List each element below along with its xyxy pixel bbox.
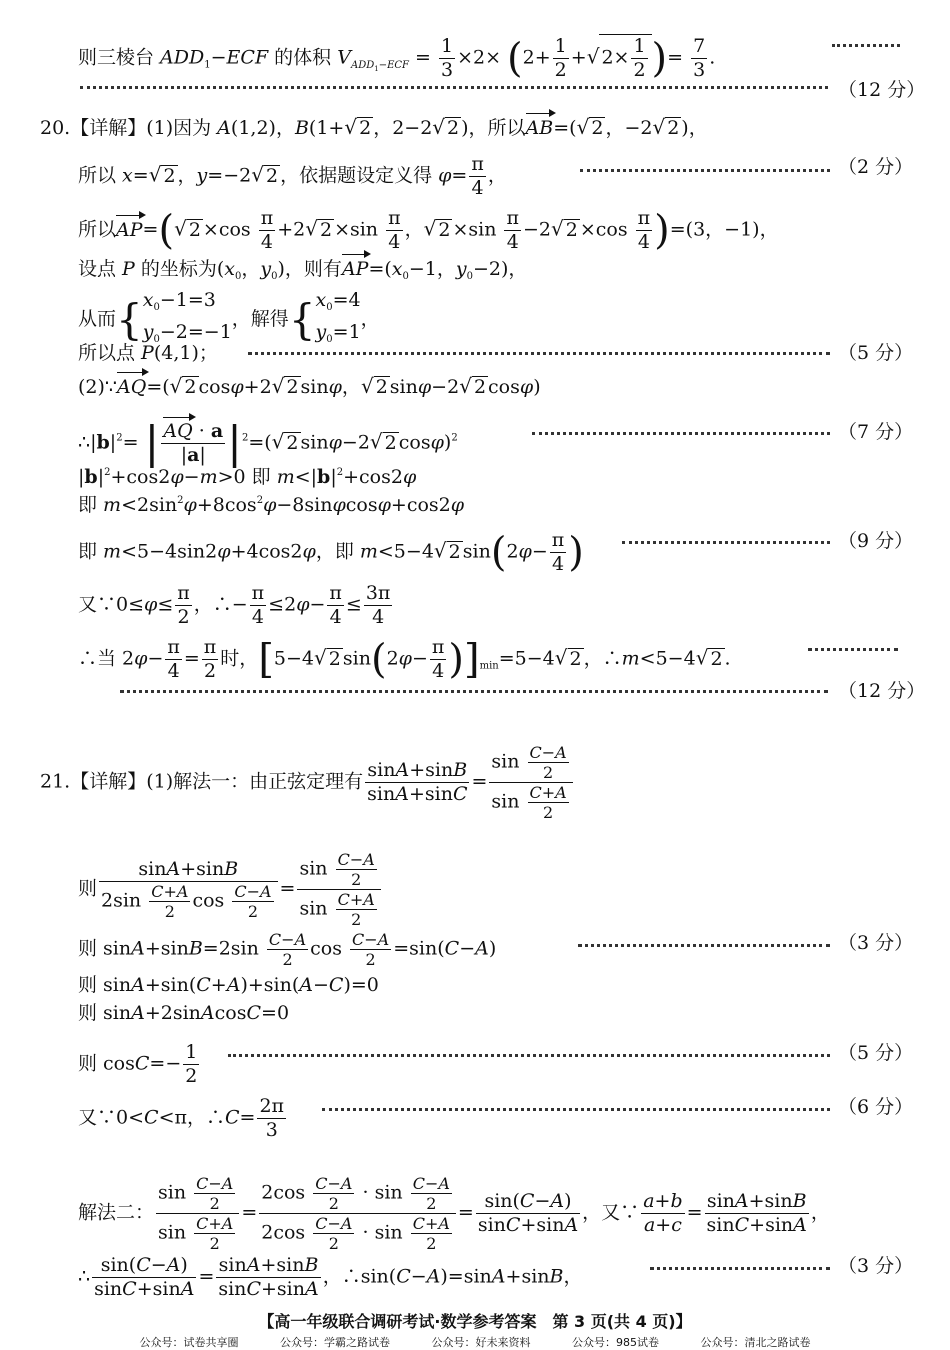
footer-source: 公众号：好未来资料 — [431, 1336, 531, 1349]
q21-line-2: 则 sinA+sinB 2sin $\frac{C+A}{2}$ cos $\frac{C-A}{2}$ = sin $\frac{C-A}{2}$ sin $\frac{C+A}{2}$ — [78, 850, 383, 929]
leader-dots — [322, 1108, 830, 1111]
q20-line-5: 从而{$x_0-1=3$ $y_0-2=-1$，解得{$x_0=4$ $y_0=1$， — [78, 289, 380, 345]
q21-heading: 21.【详解】(1)解法一：由正弦定理有 $\frac{\sin A+\sin B}{\sin A+\sin C}$ = sin $\frac{C-A}{2}$ sin $\frac{C+A}{2}$ — [40, 743, 575, 822]
q21-line-4: 则 sinA+sin(C+A)+sin(A−C)=0 — [78, 974, 379, 996]
q20-line-4: 设点 P 的坐标为($x_0$，$y_0$)，则有$AP=(x_0-1$，$y_0-2$)， — [78, 258, 528, 282]
q20-heading: 20.【详解】(1)因为 A(1,2)，B(1+√ 2 ，2−2√ 2 )，所以AB=(√ 2 ，−2√ 2 )， — [40, 115, 708, 139]
leader-dots — [80, 86, 828, 89]
q20-line-2: 所以 x=√ 2 ，y=−2√ 2 ，依据题设定义得 φ= $\frac{\pi}{4}$ ， — [78, 153, 507, 199]
q20-line-11: 即 m<5−4sin2φ+4cos2φ，即 m<5−4√ 2 sin(2φ− $\frac{\pi}{4}$ ) — [78, 529, 584, 576]
score-points: （2 分） — [838, 156, 914, 178]
leader-dots — [578, 944, 830, 947]
q20-line-12: 又∵0≤φ≤ $\frac{\pi}{2}$ ，∴− $\frac{\pi}{4}$ ≤2φ− $\frac{\pi}{4}$ ≤ $\frac{3\pi}{4}$ — [78, 582, 391, 628]
q20-line-6: 所以点 P(4,1)； — [78, 342, 218, 364]
q20-line-3: 所以AP=(√ 2 ×cos $\frac{\pi}{4}$ +2√ 2 ×sin $\frac{\pi}{4}$ ，√ 2 ×sin $\frac{\pi}{4}$ −2√ 2 ×cos $\frac{\pi}{4}$ )=(3，−1)， — [78, 207, 779, 254]
page-footer-sources — [0, 1334, 950, 1350]
leader-dots — [832, 44, 900, 47]
score-points: （9 分） — [838, 530, 914, 552]
leader-dots — [532, 432, 830, 435]
score-points: （6 分） — [838, 1096, 914, 1118]
leader-dots — [808, 648, 898, 651]
q21-line-8: 解法二： sin $\frac{C-A}{2}$ sin $\frac{C+A}{2}$ = 2cos $\frac{C-A}{2}$ · sin $\frac{C-A}{2}$ 2cos $\frac{C-A}{2}$ · sin $\frac{C+A}{2}$ = $\frac{\sin(C-A)}{\sin C+\sin A}$ ，又∵ $\frac{a+b}{a+c}$ = $\frac{\sin A+\sin B}{\sin C+\sin A}$ ， — [78, 1174, 830, 1253]
leader-dots — [650, 1267, 830, 1270]
score-points: （12 分） — [838, 79, 926, 101]
score-points: （5 分） — [838, 1042, 914, 1064]
leader-dots — [120, 690, 828, 693]
footer-source: 公众号：学霸之路试卷 — [280, 1336, 390, 1349]
q20-line-8: $\therefore|b|^2=$ | $\frac{AQ \cdot a}{|a|}$ $|^2=(√$ 2 sinφ−2√ 2 cosφ)$^2$ — [78, 417, 458, 469]
page-footer-title: 【高一年级联合调研考试·数学参考答案 第 3 页(共 4 页)】 — [258, 1312, 692, 1331]
footer-source: 公众号：985试卷 — [572, 1336, 659, 1349]
leader-dots — [580, 169, 830, 172]
score-points: （12 分） — [838, 680, 926, 702]
score-points: （3 分） — [838, 932, 914, 954]
score-points: （3 分） — [838, 1255, 914, 1277]
score-points: （5 分） — [838, 342, 914, 364]
q21-line-5: 则 sinA+2sinAcosC=0 — [78, 1002, 290, 1024]
q20-line-13: ∴当 2φ− $\frac{\pi}{4}$ = $\frac{\pi}{2}$ 时，[5−4√ 2 sin(2φ− $\frac{\pi}{4}$ )]$_{min}=5-4√$ 2 ，∴m<5−4√ 2 . — [78, 636, 731, 683]
q21-line-7: 又∵0<C<π，∴C= $\frac{2\pi}{3}$ — [78, 1095, 285, 1141]
footer-source: 公众号：试卷共享圈 — [139, 1336, 239, 1349]
leader-dots — [622, 541, 830, 544]
footer-source: 公众号：清北之路试卷 — [700, 1336, 811, 1349]
q21-line-6: 则 cosC=− $\frac{1}{2}$ — [78, 1041, 198, 1087]
q19-volume-line: 则三棱台 $ADD_1-ECF$ 的体积 $V_{ADD_1-ECF}$ = $\frac{1}{3}$ ×2× (2+ $\frac{1}{2}$ +√ 2× $\frac{1}{2}$ )= $\frac{7}{3}$ . — [78, 35, 716, 82]
q21-line-9: ∴ $\frac{\sin(C-A)}{\sin C+\sin A}$ = $\frac{\sin A+\sin B}{\sin C+\sin A}$ ，∴sin(C−A)=sinA+sinB， — [78, 1254, 583, 1300]
q21-line-3: 则 sinA+sinB=2sin $\frac{C-A}{2}$ cos $\frac{C-A}{2}$ =sin(C−A) — [78, 930, 497, 969]
q20-line-7: (2)∵AQ=(√ 2 cosφ+2√ 2 sinφ，√ 2 sinφ−2√ 2 cosφ) — [78, 374, 541, 398]
leader-dots — [228, 1054, 830, 1057]
score-points: （7 分） — [838, 421, 914, 443]
leader-dots — [248, 352, 830, 355]
q20-line-9: $|b|^2+\cos 2\varphi-m>0$ 即 $m<|b|^2+\cos 2\varphi$ — [78, 466, 417, 488]
q20-line-10: 即 $m<2\sin^2\varphi+8\cos^2\varphi-8\sin\varphi\cos\varphi+\cos 2\varphi$ — [78, 494, 465, 516]
